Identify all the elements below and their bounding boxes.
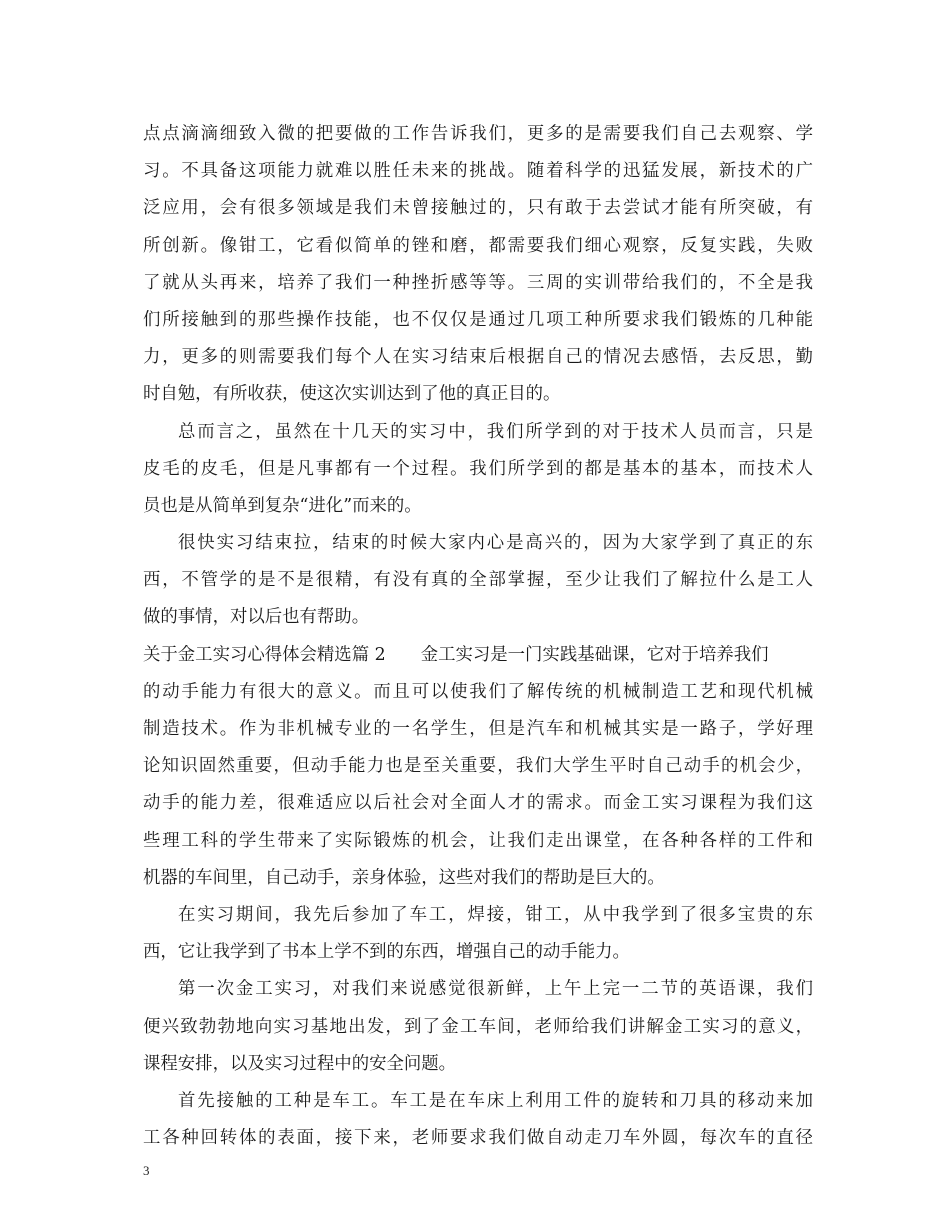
section-heading: 关于金工实习心得体会精选篇 2 <box>143 644 386 665</box>
text-line: 了就从头再来，培养了我们一种挫折感等等。三周的实训带给我们的，不全是我 <box>143 272 813 293</box>
paragraph-first-line: 在实习期间，我先后参加了车工，焊接，钳工，从中我学到了很多宝贵的东 <box>178 904 813 925</box>
paragraph-first-line: 第一次金工实习，对我们来说感觉很新鲜，上午上完一二节的英语课，我们 <box>178 979 813 1000</box>
text-line: 些理工科的学生带来了实际锻炼的机会，让我们走出课堂，在各种各样的工件和 <box>143 830 813 851</box>
text-line: 做的事情，对以后也有帮助。 <box>143 607 370 628</box>
text-line: 力，更多的则需要我们每个人在实习结束后根据自己的情况去感悟，去反思，勤 <box>143 347 813 368</box>
text-line: 论知识固然重要，但动手能力也是至关重要，我们大学生平时自己动手的机会少， <box>143 756 813 777</box>
paragraph-first-line: 很快实习结束拉，结束的时候大家内心是高兴的，因为大家学到了真正的东 <box>178 533 813 554</box>
text-line: 的动手能力有很大的意义。而且可以使我们了解传统的机械制造工艺和现代机械 <box>143 681 813 702</box>
paragraph-first-line: 总而言之，虽然在十几天的实习中，我们所学到的对于技术人员而言，只是 <box>178 421 813 442</box>
text-line: 便兴致勃勃地向实习基地出发，到了金工车间，老师给我们讲解金工实习的意义， <box>143 1016 813 1037</box>
section-heading-line <box>143 637 813 674</box>
section-text-start: 金工实习是一门实践基础课，它对于培养我们 <box>420 644 769 665</box>
text-line: 动手的能力差，很难适应以后社会对全面人才的需求。而金工实习课程为我们这 <box>143 793 813 814</box>
text-line: 皮毛的皮毛，但是凡事都有一个过程。我们所学到的都是基本的基本，而技术人 <box>143 458 813 479</box>
text-line: 西，不管学的是不是很精，有没有真的全部掌握，至少让我们了解拉什么是工人 <box>143 570 813 591</box>
text-line: 们所接触到的那些操作技能，也不仅仅是通过几项工种所要求我们锻炼的几种能 <box>143 309 813 330</box>
text-line: 机器的车间里，自己动手，亲身体验，这些对我们的帮助是巨大的。 <box>143 867 665 888</box>
text-line: 习。不具备这项能力就难以胜任未来的挑战。随着科学的迅猛发展，新技术的广 <box>143 161 813 182</box>
text-line: 课程安排，以及实习过程中的安全问题。 <box>143 1053 457 1074</box>
text-line: 时自勉，有所收获，使这次实训达到了他的真正目的。 <box>143 384 561 405</box>
paragraph-first-line: 首先接触的工种是车工。车工是在车床上利用工件的旋转和刀具的移动来加 <box>178 1090 813 1111</box>
text-line: 制造技术。作为非机械专业的一名学生，但是汽车和机械其实是一路子，学好理 <box>143 719 813 739</box>
page-number: 3 <box>143 1163 150 1178</box>
text-line: 点点滴滴细致入微的把要做的工作告诉我们，更多的是需要我们自己去观察、学 <box>143 124 813 144</box>
text-line: 泛应用，会有很多领域是我们未曾接触过的，只有敢于去尝试才能有所突破，有 <box>143 198 813 219</box>
document-body <box>143 116 813 1157</box>
text-line: 所创新。像钳工，它看似简单的锉和磨，都需要我们细心观察，反复实践，失败 <box>143 235 813 256</box>
text-line: 员也是从简单到复杂“进化”而来的。 <box>143 495 422 516</box>
text-line: 工各种回转体的表面，接下来，老师要求我们做自动走刀车外圆，每次车的直径 <box>143 1128 813 1149</box>
text-line: 西，它让我学到了书本上学不到的东西，增强自己的动手能力。 <box>143 942 630 963</box>
